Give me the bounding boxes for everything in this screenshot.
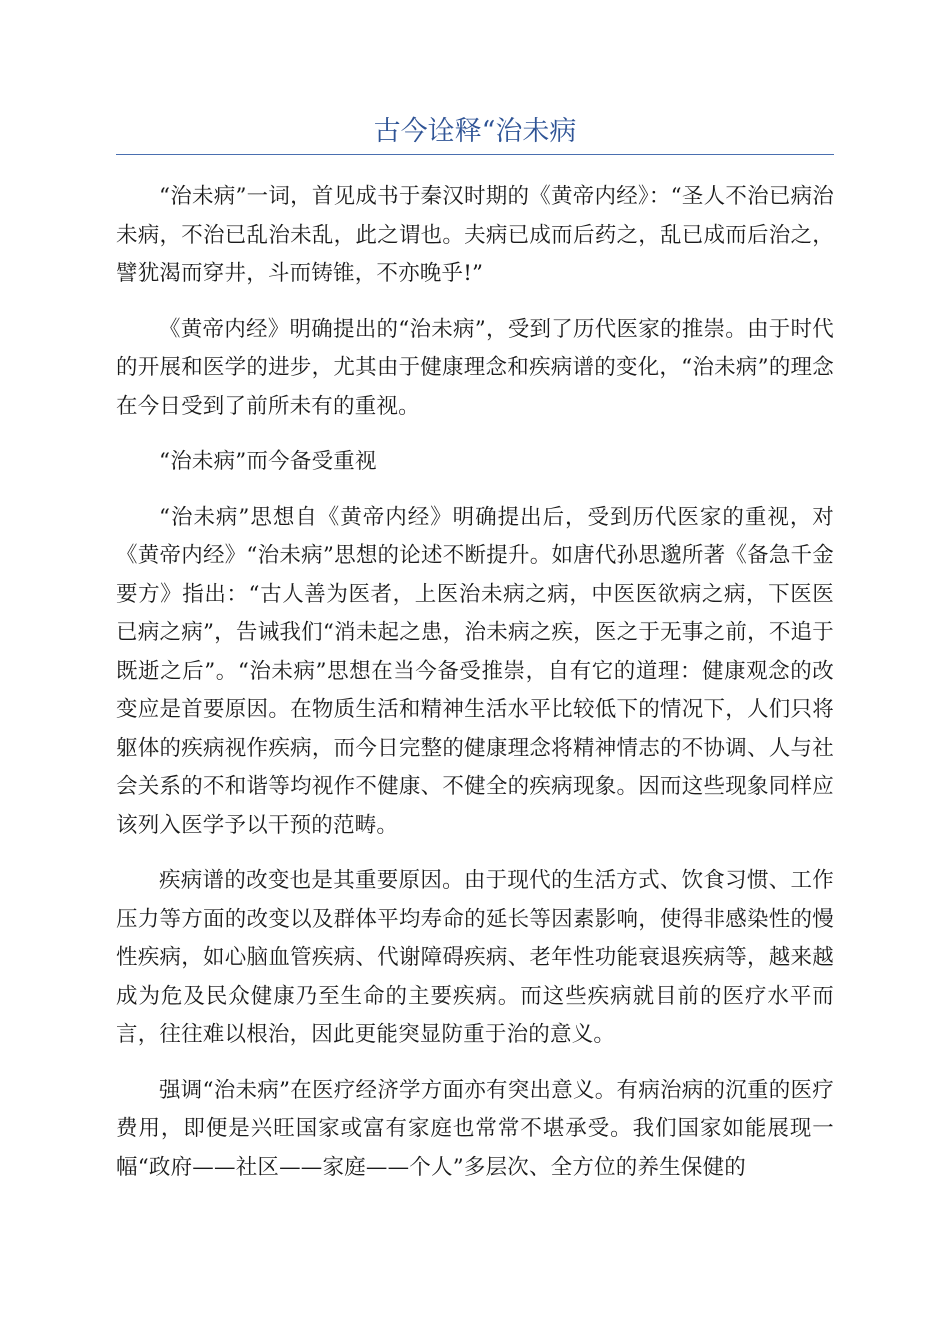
page-title: 古今诠释“治未病 — [373, 116, 577, 147]
paragraph-recognition: 《黄帝内经》明确提出的“治未病”，受到了历代医家的推崇。由于时代的开展和医学的进步，尤其由于健康理念和疾病谱的变化，“治未病”的理念在今日受到了前所未有的重视。 — [116, 316, 834, 419]
paragraph-disease-spectrum: 疾病谱的改变也是其重要原因。由于现代的生活方式、饮食习惯、工作压力等方面的改变以及群体平均寿命的延长等因素影响，使得非感染性的慢性疾病，如心脑血管疾病、代谢障碍疾病、老年性功能衰退疾病等，越来越成为危及民众健康乃至生命的主要疾病。而这些疾病就目前的医疗水平而言，往往难以根治，因此更能突显防重于治的意义。 — [116, 868, 834, 1047]
title-underline — [116, 154, 834, 155]
paragraph-economics: 强调“治未病”在医疗经济学方面亦有突出意义。有病治病的沉重的医疗费用，即便是兴旺国家或富有家庭也常常不堪承受。我们国家如能展现一幅“政府——社区——家庭——个人”多层次、全方位的养生保健的 — [116, 1077, 834, 1180]
section-heading: “治未病”而今备受重视 — [159, 449, 377, 474]
paragraph-intro: “治未病”一词，首见成书于秦汉时期的《黄帝内经》：“圣人不治已病治未病，不治已乱治未乱，此之谓也。夫病已成而后药之，乱已成而后治之，譬犹渴而穿井，斗而铸锥，不亦晚乎!” — [116, 184, 834, 286]
document-body — [116, 178, 834, 1204]
paragraph-history: “治未病”思想自《黄帝内经》明确提出后，受到历代医家的重视，对《黄帝内经》“治未病”思想的论述不断提升。如唐代孙思邈所著《备急千金要方》指出：“古人善为医者，上医治未病之病，中医医欲病之病，下医医已病之病”，告诫我们“消未起之患，治未病之疾，医之于无事之前，不追于既逝之后”。“治未病”思想在当今备受推崇，自有它的道理：健康观念的改变应是首要原因。在物质生活和精神生活水平比较低下的情况下，人们只将躯体的疾病视作疾病，而今日完整的健康理念将精神情志的不协调、人与社会关系的不和谐等均视作不健康、不健全的疾病现象。因而这些现象同样应该列入医学予以干预的范畴。 — [116, 504, 834, 838]
